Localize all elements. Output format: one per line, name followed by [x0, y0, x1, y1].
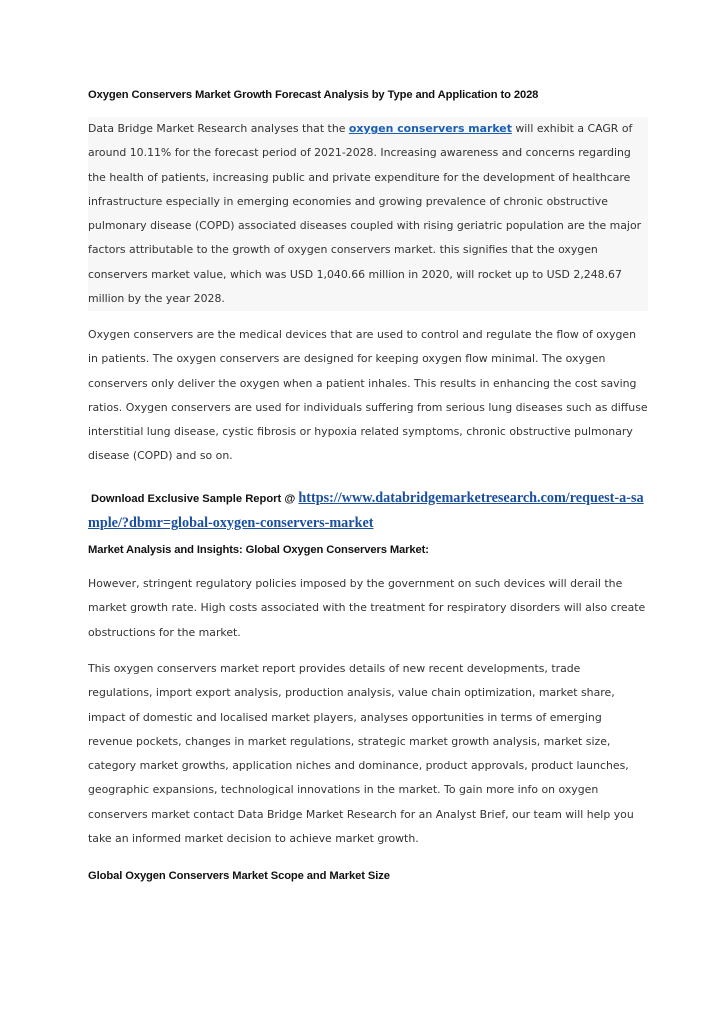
restraints-paragraph: However, stringent regulatory policies imposed by the government on such devices will derail the market growth rate. High costs associated with the treatment for respiratory disorders will also create obstructions for the market.: [88, 577, 646, 639]
market-scope-heading: Global Oxygen Conservers Market Scope and Market Size: [88, 870, 390, 882]
market-analysis-heading: Market Analysis and Insights: Global Oxygen Conservers Market:: [88, 544, 429, 556]
intro-text-before-link: Data Bridge Market Research analyses that the: [88, 122, 349, 135]
sample-report-link[interactable]: https://www.databridgemarketresearch.com/request-a-sample/?dbmr=global-oxygen-conservers-market: [88, 490, 644, 531]
intro-paragraph: [88, 117, 648, 311]
page-title: Oxygen Conservers Market Growth Forecast Analysis by Type and Application to 2028: [88, 89, 539, 101]
intro-text-after-link: will exhibit a CAGR of around 10.11% for the forecast period of 2021-2028. Increasing awareness and concerns regarding the health of patients, increasing public and private expenditure for the development of healthcare infrastructure especially in emerging economies and growing prevalence of chronic obstructive pulmonary disease (COPD) associated diseases coupled with rising geriatric population are the major factors attributable to the growth of oxygen conservers market. this signifies that the oxygen conservers market value, which was USD 1,040.66 million in 2020, will rocket up to USD 2,248.67 million by the year 2028.: [88, 122, 642, 306]
oxygen-conservers-market-link[interactable]: oxygen conservers market: [348, 122, 512, 135]
report-details-paragraph: This oxygen conservers market report provides details of new recent developments, trade regulations, import export analysis, production analysis, value chain optimization, market share, impact of domestic and localised market players, analyses opportunities in terms of emerging revenue pockets, changes in market regulations, strategic market growth analysis, market size, category market growths, application niches and dominance, product approvals, product launches, geographic expansions, technological innovations in the market. To gain more info on oxygen conservers market contact Data Bridge Market Research for an Analyst Brief, our team will help you take an informed market decision to achieve market growth.: [88, 662, 634, 846]
download-label: Download Exclusive Sample Report @: [91, 493, 299, 505]
download-sample-block: [88, 486, 648, 535]
definition-paragraph: Oxygen conservers are the medical devices that are used to control and regulate the flow of oxygen in patients. The oxygen conservers are designed for keeping oxygen flow minimal. The oxygen conservers only deliver the oxygen when a patient inhales. This results in enhancing the cost saving ratios. Oxygen conservers are used for individuals suffering from serious lung diseases such as diffuse interstitial lung disease, cystic fibrosis or hypoxia related symptoms, chronic obstructive pulmonary disease (COPD) and so on.: [88, 328, 648, 463]
